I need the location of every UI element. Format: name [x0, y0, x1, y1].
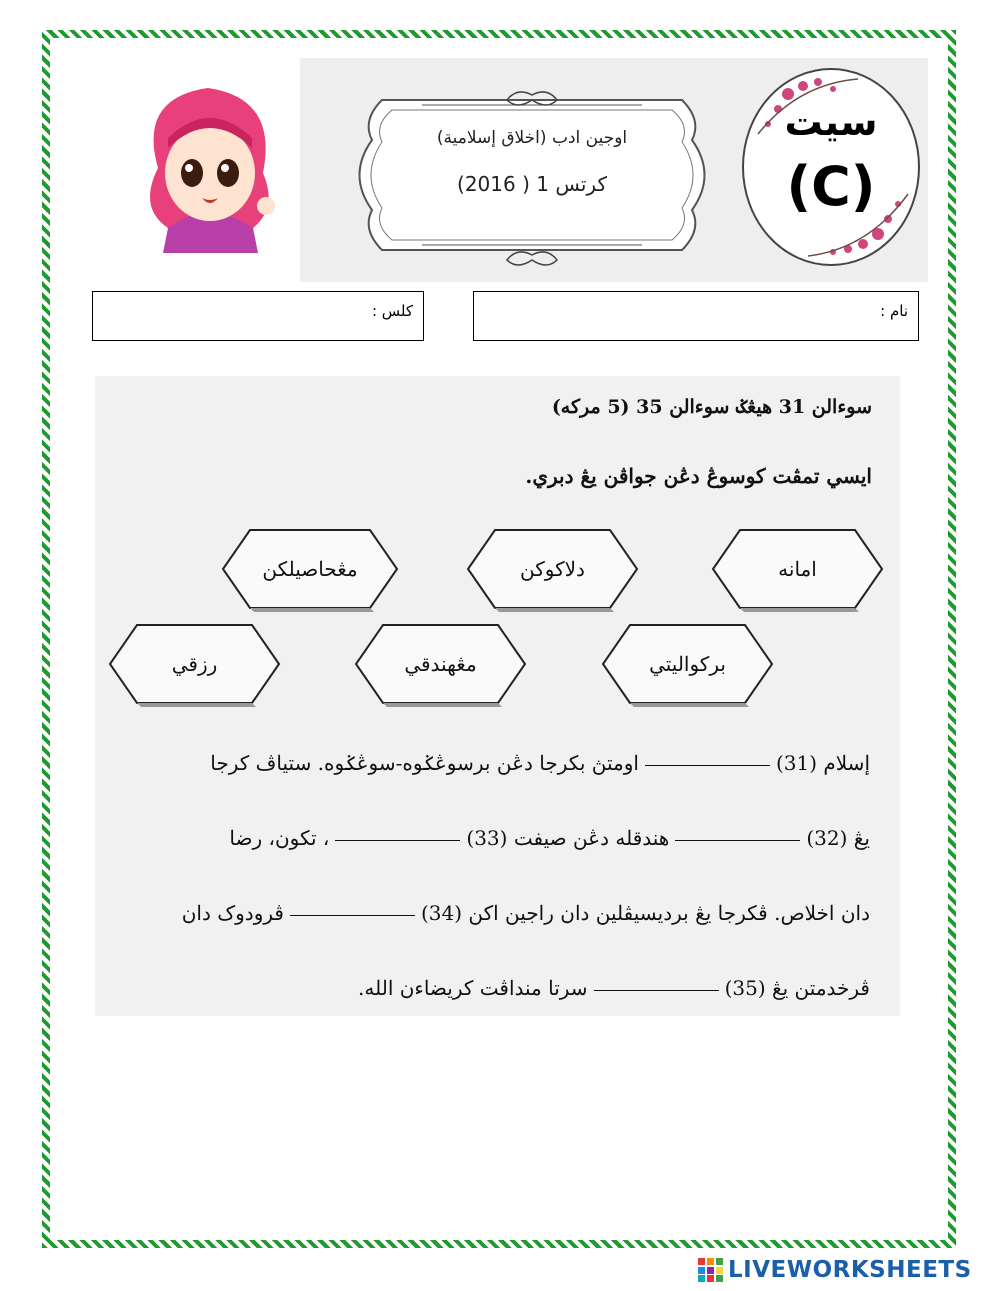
- class-field: [92, 291, 424, 341]
- question-instruction: ايسي تمڤت كوسوڠ دڠن جواڤن يڠ دبري.: [525, 464, 872, 488]
- question-scan: [95, 376, 900, 1016]
- name-field: [473, 291, 919, 341]
- option-label: دلاكوكن: [520, 557, 585, 581]
- option-hexagon: [600, 619, 775, 709]
- option-hexagon: [465, 524, 640, 614]
- class-input[interactable]: [99, 300, 353, 328]
- set-label: سيت: [784, 100, 878, 144]
- blank-33[interactable]: [335, 839, 460, 841]
- question-title: سوءالن 31 هيڠݢ سوءالن 35 (5 مركه): [551, 396, 872, 418]
- name-input[interactable]: [480, 300, 848, 328]
- passage-line-3: دان اخلاص. ڤكرجا يڠ برديسيڤلين دان راجين اكن (34)ڤرودوک دان: [181, 901, 870, 925]
- passage-line-1: إسلام (31)اومتڽ بكرجا دڠن برسوڠݢوه-سوڠݢوه. ستياڤ كرجا: [210, 751, 870, 775]
- option-label: مڠهندقي: [404, 652, 477, 676]
- set-letter: (C): [786, 155, 876, 218]
- passage-line-4: ڤرخدمتن يڠ (35)سرتا منداڤت كريضاءن الله.: [358, 976, 870, 1000]
- option-label: امانه: [778, 557, 817, 581]
- option-hexagon: [107, 619, 282, 709]
- logo-text: LIVEWORKSHEETS: [728, 1257, 972, 1283]
- paper-title: كرتس 1 ( 2016): [457, 172, 607, 196]
- option-hexagon: [710, 524, 885, 614]
- option-hexagon: [353, 619, 528, 709]
- subject-title: اوجين ادب (اخلاق إسلامية): [436, 128, 628, 148]
- blank-34[interactable]: [290, 914, 415, 916]
- option-label: رزقي: [171, 652, 218, 676]
- liveworksheets-logo: [698, 1256, 972, 1284]
- class-label: كلس :: [371, 302, 413, 320]
- passage-line-2: يڠ (32)هندقله دڠن صيفت (33)، تكون، رضا: [229, 826, 870, 850]
- name-label: نام :: [880, 302, 908, 320]
- logo-grid-icon: [698, 1258, 724, 1282]
- blank-35[interactable]: [594, 989, 719, 991]
- hijab-girl-illustration: [128, 78, 288, 253]
- blank-32[interactable]: [675, 839, 800, 841]
- option-label: مڠحاصيلكن: [262, 557, 358, 581]
- blank-31[interactable]: [645, 764, 770, 766]
- option-hexagon: [220, 524, 400, 614]
- option-label: بركواليتي: [649, 652, 726, 676]
